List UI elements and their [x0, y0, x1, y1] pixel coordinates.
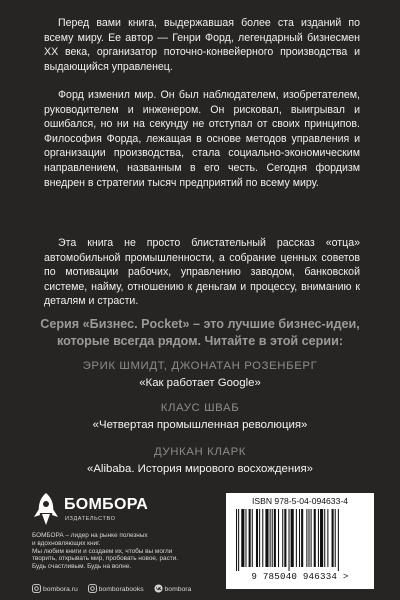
barcode-bar — [259, 509, 260, 567]
barcode-bar — [338, 509, 339, 571]
publisher-blurb-line: Мы любим книги и создаем их, чтобы вы могли — [32, 547, 173, 555]
instagram-icon — [88, 584, 97, 593]
description-paragraph-2 — [44, 88, 360, 190]
barcode-panel — [226, 493, 374, 589]
publisher-blurb — [32, 532, 202, 571]
barcode-bar — [332, 509, 334, 567]
publisher-blurb-line: творить, открывать мир, пробовать новое, расти. — [32, 555, 179, 563]
social-link-bomborabooks[interactable] — [88, 586, 146, 593]
description-paragraph-1 — [44, 16, 360, 74]
barcode-bar — [308, 509, 309, 567]
barcode-bar — [335, 509, 336, 567]
barcode-bar — [256, 509, 258, 567]
social-link-bombora-ru[interactable] — [32, 586, 80, 593]
barcode-bar — [249, 509, 251, 567]
description-paragraph-3 — [44, 236, 360, 309]
barcode-bar — [301, 509, 303, 567]
description-text-1: Перед вами книга, выдержавшая более ста изданий по всему миру. Ее автор — Генри Форд, легендарный бизнесмен XX века, организатор поточно-конвейерного производства и выдающийся управленец. — [44, 17, 360, 73]
series-book-author-3: ДУНКАН КЛАРК — [153, 446, 247, 458]
social-links — [32, 584, 199, 593]
series-book-author-1: ЭРИК ШМИДТ, ДЖОНАТАН РОЗЕНБЕРГ — [82, 360, 318, 372]
barcode-bar — [291, 509, 294, 567]
isbn-label: ISBN 978-5-04-094633-4 — [251, 496, 349, 506]
series-book-author-2: КЛАУС ШВАБ — [160, 402, 240, 414]
barcode-bar — [272, 509, 273, 567]
barcode-bar — [318, 509, 319, 567]
barcode-bar — [262, 509, 263, 567]
barcode-bar — [327, 509, 328, 567]
barcode-bar — [241, 509, 244, 567]
barcode-bar — [265, 509, 268, 567]
barcode-bar — [252, 509, 253, 567]
series-intro: Серия «Бизнес. Pocket» – это лучшие бизнес-идеи, которые всегда рядом. Читайте в этой серии: — [40, 317, 360, 348]
series-book-title-3: «Alibaba. История мирового восхождения» — [86, 463, 313, 475]
publisher-logo — [32, 490, 149, 530]
barcode-bar — [236, 509, 237, 571]
barcode-bar — [270, 509, 271, 567]
barcode-bar — [282, 509, 283, 567]
series-book-title-2: «Четвертая промышленная революция» — [92, 419, 308, 431]
barcode-bar — [299, 509, 300, 567]
publisher-blurb-line: Будь счастливым. Будь на волне. — [32, 563, 132, 571]
series-book-title-1: «Как работает Google» — [139, 377, 261, 389]
vk-icon — [154, 584, 163, 593]
barcode-bar — [245, 509, 246, 567]
barcode-bar — [284, 509, 286, 567]
barcode-bar — [289, 509, 290, 571]
publisher-subtitle: ИЗДАТЕЛЬСТВО — [65, 516, 116, 522]
barcode-bar — [306, 509, 307, 567]
description-text-3: Эта книга не просто блистательный рассказ «отца» автомобильной промышленности, а собрание ценных советов по мотивации рабочих, управлению заводом, банковской системе, найму, отношению к деньгам и процессу, вниманию к деталям и страсти. — [44, 237, 360, 308]
barcode-bar — [296, 509, 297, 567]
barcode-bar — [238, 509, 239, 571]
social-handle: bombora — [164, 586, 192, 593]
barcode-bar — [324, 509, 325, 567]
barcode-digits: 9 785040 946334 > — [251, 571, 349, 582]
barcode-bar — [278, 509, 279, 567]
publisher-name: БОМБОРА — [64, 496, 149, 513]
publisher-blurb-line: и вдохновляющих книг. — [32, 539, 101, 547]
barcode-bars — [234, 509, 366, 571]
social-handle: bomborabooks — [98, 586, 144, 593]
description-text-2: Форд изменил мир. Он был наблюдателем, изобретателем, руководителем и инженером. Он рисковал, выигрывал и ошибался, но ни на секунду не отступал от своих принципов. Философия Форда, лежащая в основе методов управления и организации производства, стала социально-экономическим направлением, названным в его честь. Сегодня фордизм внедрен в стратегии тысяч предприятий по всему миру. — [44, 89, 360, 189]
instagram-icon — [32, 584, 41, 593]
publisher-blurb-line: БОМБОРА – лидер на рынке полезных — [32, 532, 148, 539]
barcode-bar — [320, 509, 323, 567]
barcode-bar — [314, 509, 316, 567]
barcode-bar — [274, 509, 276, 567]
barcode-bar — [311, 509, 312, 567]
social-handle: bombora.ru — [43, 586, 78, 593]
social-link-bombora[interactable] — [154, 586, 192, 593]
rocket-logo-icon — [32, 492, 60, 526]
